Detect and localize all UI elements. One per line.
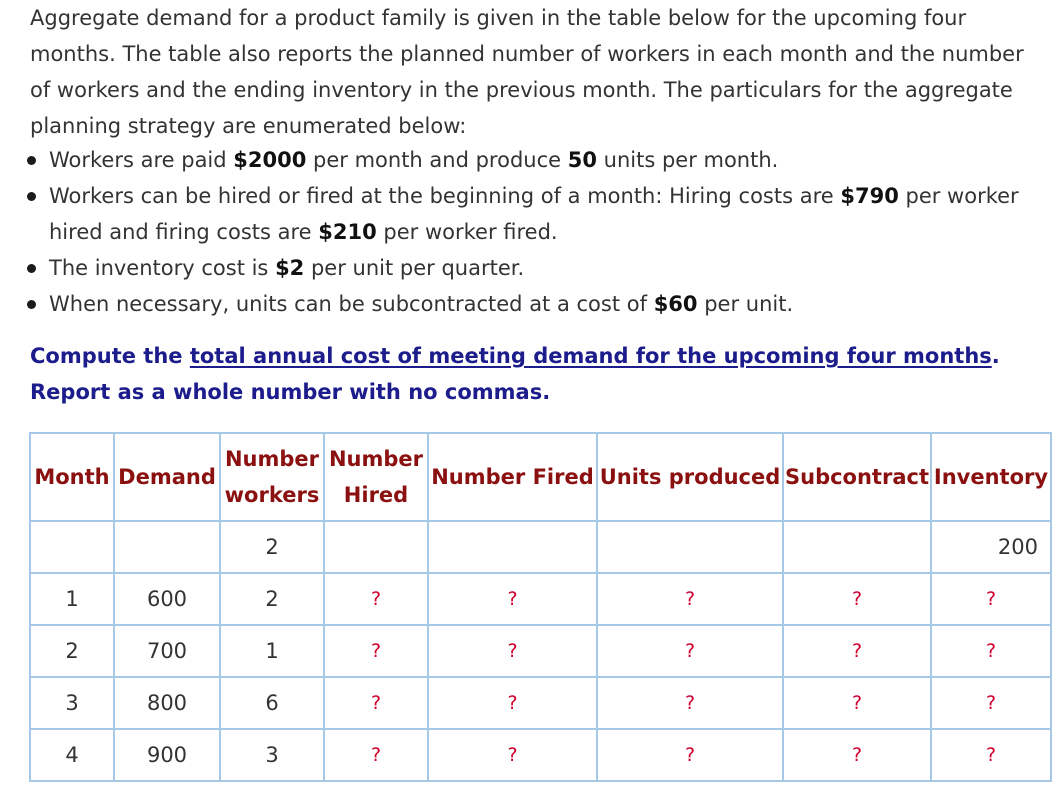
answer-input-hired[interactable]: ? <box>324 573 428 625</box>
cell-month: 3 <box>30 677 114 729</box>
cell-month: 2 <box>30 625 114 677</box>
cell-hired <box>324 521 428 573</box>
header-demand: Demand <box>114 433 220 521</box>
answer-input-units[interactable]: ? <box>597 573 783 625</box>
answer-input-subcontract[interactable]: ? <box>783 625 931 677</box>
answer-input-inventory[interactable]: ? <box>931 729 1051 781</box>
cell-demand: 900 <box>114 729 220 781</box>
answer-input-subcontract[interactable]: ? <box>783 729 931 781</box>
table-row <box>30 677 1051 729</box>
cell-demand: 800 <box>114 677 220 729</box>
bullet-dot <box>27 156 36 165</box>
answer-input-inventory[interactable]: ? <box>931 573 1051 625</box>
bullet-dot <box>27 300 36 309</box>
header-fired: Number Fired <box>428 433 597 521</box>
header-hired: Number Hired <box>324 433 428 521</box>
cell-workers: 1 <box>220 625 324 677</box>
table-row <box>30 573 1051 625</box>
cell-workers: 2 <box>220 521 324 573</box>
hiring-cost-value: $790 <box>840 184 899 208</box>
cell-workers: 2 <box>220 573 324 625</box>
table-row <box>30 625 1051 677</box>
answer-input-hired[interactable]: ? <box>324 729 428 781</box>
cell-units <box>597 521 783 573</box>
answer-input-subcontract[interactable]: ? <box>783 677 931 729</box>
cell-month <box>30 521 114 573</box>
cell-demand: 700 <box>114 625 220 677</box>
bullet-dot <box>27 192 36 201</box>
table-header-row <box>30 433 1051 521</box>
strategy-list <box>0 142 1050 322</box>
answer-input-fired[interactable]: ? <box>428 729 597 781</box>
bullet-wages: Workers are paid $2000 per month and produce 50 units per month. <box>0 142 1050 178</box>
answer-input-units[interactable]: ? <box>597 625 783 677</box>
answer-input-fired[interactable]: ? <box>428 625 597 677</box>
aggregate-plan-table <box>29 432 1052 782</box>
answer-input-hired[interactable]: ? <box>324 677 428 729</box>
bullet-hiring: Workers can be hired or fired at the beginning of a month: Hiring costs are $790 per worker hired and firing costs are $210 per worker fired. <box>0 178 1050 250</box>
header-inventory: Inventory <box>931 433 1051 521</box>
answer-input-units[interactable]: ? <box>597 677 783 729</box>
production-rate-value: 50 <box>567 148 597 172</box>
bullet-dot <box>27 264 36 273</box>
cell-workers: 6 <box>220 677 324 729</box>
answer-input-inventory[interactable]: ? <box>931 677 1051 729</box>
cell-fired <box>428 521 597 573</box>
answer-input-inventory[interactable]: ? <box>931 625 1051 677</box>
inventory-cost-value: $2 <box>275 256 305 280</box>
cell-demand <box>114 521 220 573</box>
answer-input-hired[interactable]: ? <box>324 625 428 677</box>
answer-input-fired[interactable]: ? <box>428 573 597 625</box>
header-workers: Number workers <box>220 433 324 521</box>
question-underlined: total annual cost of meeting demand for the upcoming four months <box>189 344 992 368</box>
cell-demand: 600 <box>114 573 220 625</box>
table-row-initial <box>30 521 1051 573</box>
answer-input-subcontract[interactable]: ? <box>783 573 931 625</box>
table-row <box>30 729 1051 781</box>
cell-subcontract <box>783 521 931 573</box>
bullet-subcontract: When necessary, units can be subcontracted at a cost of $60 per unit. <box>0 286 1050 322</box>
cell-month: 1 <box>30 573 114 625</box>
subcontract-cost-value: $60 <box>653 292 698 316</box>
cell-workers: 3 <box>220 729 324 781</box>
answer-input-units[interactable]: ? <box>597 729 783 781</box>
answer-input-fired[interactable]: ? <box>428 677 597 729</box>
header-subcontract: Subcontract <box>783 433 931 521</box>
question-prompt: Compute the total annual cost of meeting demand for the upcoming four months. Report as a whole number with no commas. <box>30 344 1000 404</box>
cell-inventory: 200 <box>931 521 1051 573</box>
header-month: Month <box>30 433 114 521</box>
problem-intro: Aggregate demand for a product family is given in the table below for the upcoming four months. The table also reports the planned number of workers in each month and the number of workers and the ending inventory in the previous month. The particulars for the aggregate planning strategy are enumerated below: <box>30 6 1024 138</box>
bullet-inventory: The inventory cost is $2 per unit per quarter. <box>0 250 1050 286</box>
wage-value: $2000 <box>233 148 307 172</box>
header-units-produced: Units produced <box>597 433 783 521</box>
firing-cost-value: $210 <box>318 220 377 244</box>
cell-month: 4 <box>30 729 114 781</box>
